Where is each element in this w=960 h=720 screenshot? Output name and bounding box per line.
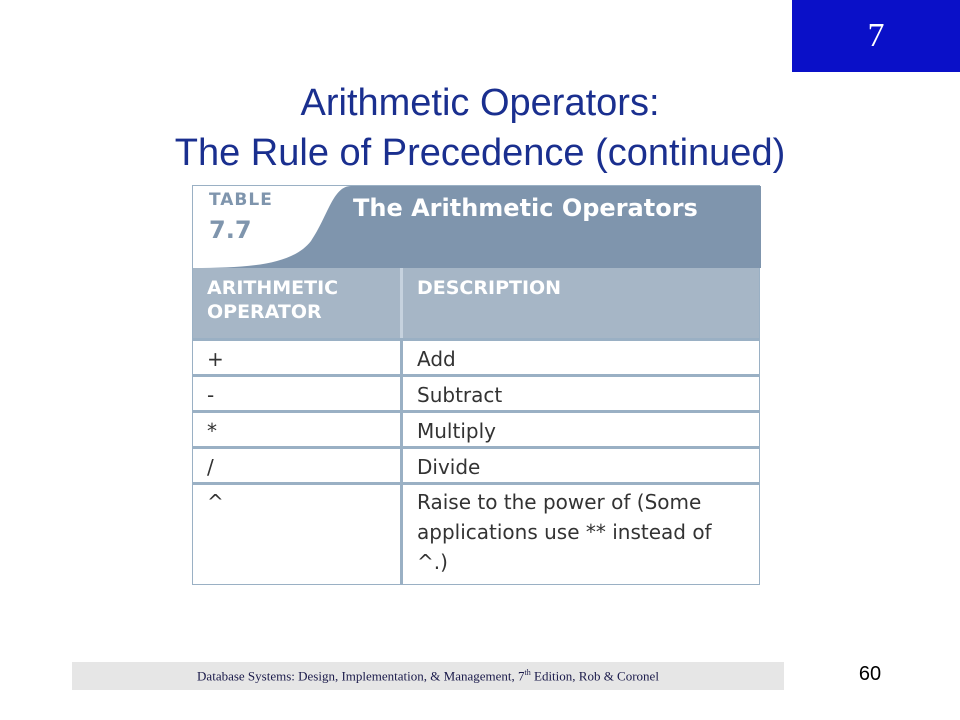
footer-bar [72, 662, 784, 690]
table-row [193, 338, 759, 374]
operator-cell: + [193, 341, 403, 374]
page-number: 60 [858, 663, 882, 685]
footer-text-end: Edition, Rob & Coronel [530, 668, 659, 684]
operator-cell: - [193, 377, 403, 410]
chapter-number: 7 [867, 17, 885, 54]
description-cell: Divide [417, 455, 481, 479]
operator-cell: / [193, 449, 403, 482]
table-number: 7.7 [209, 216, 252, 244]
slide-title [60, 78, 900, 178]
slide-title-line-1: Arithmetic Operators: [300, 82, 660, 124]
operator-cell: ^ [193, 485, 403, 584]
description-cell: Subtract [417, 383, 503, 407]
table-column-headers [193, 268, 759, 338]
table-title: The Arithmetic Operators [353, 194, 698, 222]
slide-title-line-2: The Rule of Precedence (continued) [174, 132, 786, 174]
description-cell: Multiply [417, 419, 496, 443]
footer-citation [197, 668, 659, 684]
footer-superscript: th [524, 667, 531, 677]
table-grid [193, 268, 759, 584]
table-row [193, 446, 759, 482]
table-header-banner [193, 186, 759, 268]
operators-table [192, 185, 760, 585]
operator-cell: * [193, 413, 403, 446]
column-header-operator: ARITHMETIC OPERATOR [193, 268, 403, 338]
chapter-number-box [792, 0, 960, 72]
table-row [193, 374, 759, 410]
table-label: TABLE [209, 190, 273, 210]
description-cell: Raise to the power of (Some applications use ** instead of ^.) [417, 490, 712, 574]
column-header-description: DESCRIPTION [417, 277, 562, 299]
footer-text-main: Database Systems: Design, Implementation, & Management, 7 [197, 668, 525, 684]
table-row [193, 410, 759, 446]
table-row [193, 482, 759, 584]
description-cell: Add [417, 347, 456, 371]
